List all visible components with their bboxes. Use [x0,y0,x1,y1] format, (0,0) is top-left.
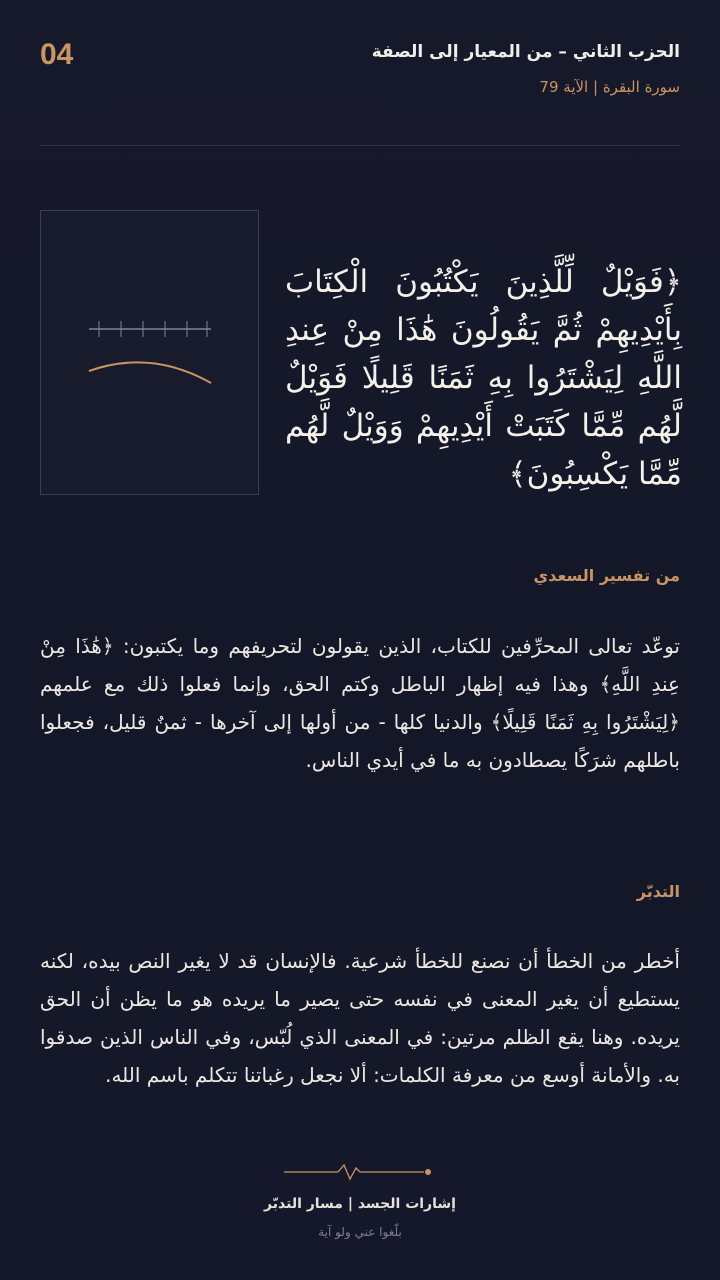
page-title: الحزب الثاني – من المعيار إلى الصفة [371,42,680,62]
tafsir-text: توعّد تعالى المحرِّفين للكتاب، الذين يقولون لتحريفهم وما يكتبون: ﴿هَٰذَا مِنْ عِندِ اللَّهِ﴾ وهذا فيه إظهار الباطل وكتم الحق، وإنما فعلوا ذلك مع علمهم ﴿لِيَشْتَرُوا بِهِ ثَمَنًا قَلِيلًا﴾ والدنيا كلها - من أولها إلى آخرها - ثمنٌ قليل، فجعلوا باطلهم شرَكًا يصطادون به ما في أيدي الناس. [40,634,680,772]
footer-title: إشارات الجسد | مسار التدبّر [264,1196,456,1212]
footer-subtitle: بلّغوا عني ولو آية [318,1225,402,1239]
artwork-panel [40,210,259,495]
tadabbur-heading: التدبّر [636,882,680,901]
quran-verse: ﴿فَوَيْلٌ لِّلَّذِينَ يَكْتُبُونَ الْكِتَابَ بِأَيْدِيهِمْ ثُمَّ يَقُولُونَ هَٰذَا مِنْ عِندِ اللَّهِ لِيَشْتَرُوا بِهِ ثَمَنًا قَلِيلًا فَوَيْلٌ لَّهُم مِّمَّا كَتَبَتْ أَيْدِيهِمْ وَوَيْلٌ لَّهُم مِّمَّا يَكْسِبُونَ﴾ [285,264,682,492]
surah-reference: سورة البقرة | الآية 79 [539,78,680,96]
header-divider [40,145,680,146]
scale-line-artwork [41,211,260,496]
heartbeat-ornament-icon [280,1160,440,1184]
tafsir-heading: من تفسير السعدي [533,566,680,585]
page-number: 04 [40,38,74,71]
tadabbur-text: أخطر من الخطأ أن نصنع للخطأ شرعية. فالإنسان قد لا يغير النص بيده، لكنه يستطيع أن يغير المعنى في نفسه حتى يصير ما يريده هو ما يظن أن الحق يريده. وهنا يقع الظلم مرتين: في المعنى الذي لُبّس، وفي الناس الذين صدقوا به. والأمانة أوسع من معرفة الكلمات: ألا نجعل رغباتنا تتكلم باسم الله. [40,949,680,1087]
